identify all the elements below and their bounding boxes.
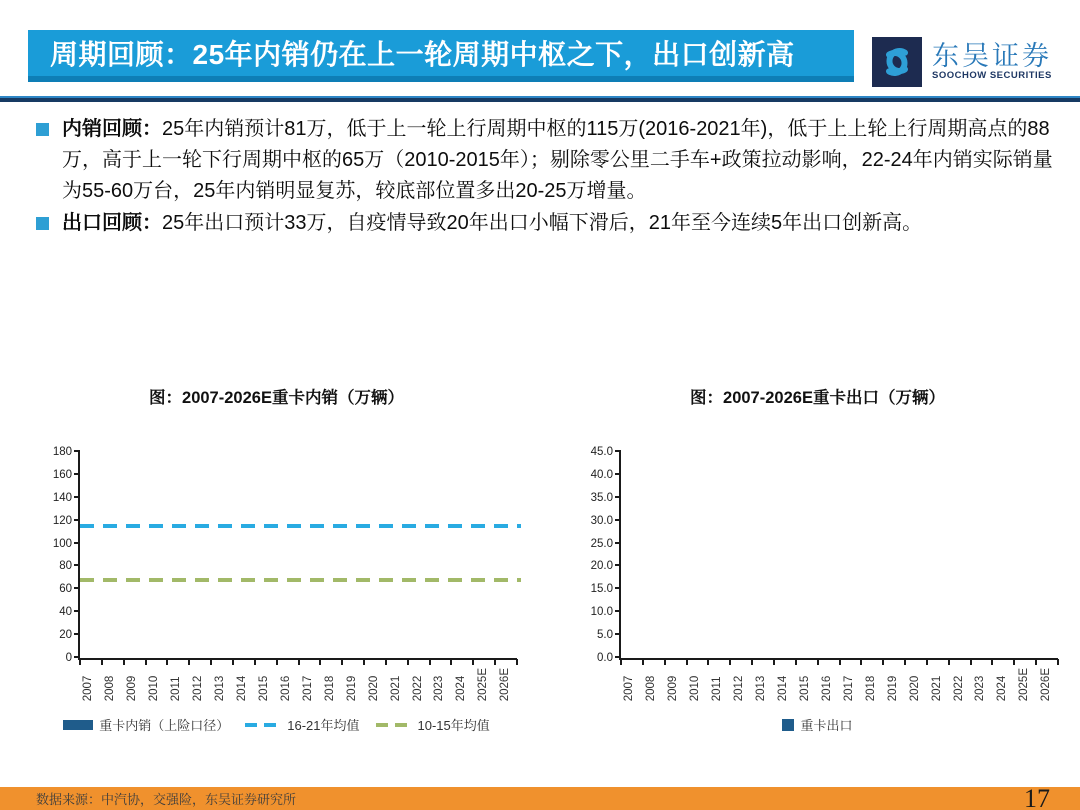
bullet-body: 25年内销预计81万，低于上一轮上行周期中枢的115万(2016-2021年)，低于上上轮上行周期高点的88万，高于上一轮下行周期中枢的65万（2010-2015年）；剔除零公里二手车+政策拉动影响，22-24年内销实际销量为55-60万台，25年内销明显复苏，较底部位置多出20-25万增量。 [62,118,1053,202]
x-axis-tick-label: 2016 [279,675,292,702]
x-axis-tick-label: 2011 [711,676,724,702]
x-axis-tick-label: 2009 [126,675,139,702]
x-axis-tick-mark [494,659,496,665]
data-source: 数据来源：中汽协，交强险，东吴证券研究所 [36,792,297,807]
x-axis-tick-mark [166,659,168,665]
x-axis-tick-label: 2022 [411,675,424,702]
x-axis-tick-label: 2007 [82,675,95,702]
chart-exports [571,384,1064,734]
y-axis-tick-label: 0 [65,652,72,664]
x-axis-tick-mark [407,659,409,665]
x-label-slot [904,668,926,701]
y-axis-tick-label: 10.0 [590,606,613,619]
x-axis-tick-label: 2011 [170,676,183,702]
bullet-square-icon [36,217,49,230]
x-axis-tick-mark [385,659,387,665]
y-axis-tick-label: 80 [59,560,72,573]
legend-label: 10-15年均值 [417,718,490,734]
legend-swatch-icon [63,720,93,730]
x-axis-tick-mark [472,659,474,665]
bullet-domestic-review [36,114,1056,207]
x-label-slot [685,668,707,701]
x-axis-tick-label: 2024 [455,675,468,702]
brand-text [932,42,1052,81]
y-axis-tick-label: 30.0 [590,514,613,527]
x-label-slot [429,668,451,701]
x-axis-tick-mark [904,659,906,665]
y-axis-tick-label: 120 [52,514,72,527]
x-axis-tick-label: 2008 [645,675,658,702]
x-axis-tick-label: 2022 [952,675,965,702]
x-label-slot [341,668,363,701]
x-label-slot [707,668,729,701]
bullet-label: 内销回顾： [62,118,162,140]
x-label-slot [948,668,970,701]
x-label-slot [276,668,298,701]
x-axis-tick-label: 2014 [235,675,248,702]
brand-name-en: SOOCHOW SECURITIES [932,70,1052,82]
x-axis-tick-mark [970,659,972,665]
x-label-slot [495,668,517,701]
x-axis-tick-label: 2018 [864,675,877,702]
chart-domestic-sales [30,384,523,734]
x-axis-tick-label: 2016 [820,675,833,702]
x-axis-tick-mark [450,659,452,665]
bars-container [80,452,517,658]
x-axis-tick-mark [991,659,993,665]
x-axis-tick-label: 2008 [104,675,117,702]
x-axis-tick-mark [926,659,928,665]
x-axis-tick-mark [101,659,103,665]
y-axis-tick-label: 180 [52,446,72,458]
y-axis-tick-label: 0.0 [597,652,613,664]
x-label-slot [385,668,407,701]
y-axis-tick-label: 40.0 [590,468,613,481]
chart-plot-area [52,446,517,664]
x-axis-labels [619,668,1058,701]
x-label-slot [882,668,904,701]
x-axis-tick-label: 2020 [908,675,921,702]
x-axis-tick-label: 2013 [754,675,767,702]
footer-bar [0,783,1080,810]
x-axis-tick-mark [232,659,234,665]
x-axis-tick-label: 2019 [886,675,899,702]
chart-legend [571,715,1064,734]
chart-title: 图：2007-2026E重卡出口（万辆） [690,389,945,407]
x-axis-tick-mark [795,659,797,665]
x-label-slot [166,668,188,701]
y-axis-tick-label: 60 [59,583,72,596]
x-axis-tick-label: 2012 [191,675,204,702]
x-axis-tick-mark [363,659,365,665]
x-axis-tick-mark [210,659,212,665]
x-axis-tick-mark [319,659,321,665]
x-axis-tick-label: 2026E [499,668,512,702]
legend-swatch-icon [782,719,794,731]
x-axis-tick-mark [1057,659,1059,665]
x-axis-tick-label: 2023 [974,675,987,702]
x-label-slot [641,668,663,701]
x-label-slot [795,668,817,701]
brand-name-cn: 东吴证券 [932,41,1052,72]
x-axis-tick-mark [254,659,256,665]
brand-logo [872,37,1052,87]
x-axis-tick-label: 2021 [930,675,943,702]
x-axis-tick-mark [188,659,190,665]
x-axis-tick-label: 2007 [623,675,636,702]
x-axis-tick-label: 2017 [842,675,855,702]
x-axis-tick-mark [341,659,343,665]
y-axis-tick-label: 20.0 [590,560,613,573]
x-axis-tick-label: 2015 [257,675,270,702]
x-axis-tick-label: 2024 [996,675,1009,702]
x-axis-tick-mark [79,659,81,665]
x-axis-tick-label: 2019 [345,675,358,702]
x-axis-tick-mark [839,659,841,665]
header-divider [0,96,1080,102]
x-label-slot [839,668,861,701]
x-axis-tick-label: 2015 [798,675,811,702]
bullet-text [62,114,1056,207]
x-label-slot [817,668,839,701]
x-axis-tick-label: 2017 [301,675,314,702]
x-axis-tick-label: 2026E [1040,668,1053,702]
x-axis-tick-mark [860,659,862,665]
legend-item [376,715,490,734]
x-axis-tick-label: 2010 [148,675,161,702]
y-axis-tick-label: 100 [52,537,72,550]
x-axis-tick-mark [729,659,731,665]
chart-plot-area [590,446,1058,664]
x-label-slot [992,668,1014,701]
x-label-slot [619,668,641,701]
x-label-slot [144,668,166,701]
x-axis-tick-label: 2025E [477,668,490,702]
summary-bullets [36,114,1056,240]
x-axis-tick-label: 2013 [213,675,226,702]
x-label-slot [298,668,320,701]
x-axis-tick-mark [751,659,753,665]
x-axis-tick-mark [276,659,278,665]
soochow-logo-icon [872,37,922,87]
x-label-slot [254,668,276,701]
y-axis-tick-label: 35.0 [590,491,613,504]
x-axis-tick-label: 2021 [389,675,402,702]
y-axis-tick-label: 20 [59,629,72,642]
header-banner [28,30,854,82]
x-axis-tick-label: 2025E [1018,668,1031,702]
x-axis-tick-label: 2020 [367,675,380,702]
y-axis-tick-label: 25.0 [590,537,613,550]
charts-row [30,384,1064,734]
x-axis-tick-mark [686,659,688,665]
x-axis-tick-label: 2014 [776,675,789,702]
legend-label: 重卡出口 [800,718,853,734]
legend-item [63,715,229,734]
x-axis-tick-mark [298,659,300,665]
x-label-slot [232,668,254,701]
x-axis-tick-label: 2010 [689,675,702,702]
legend-label: 16-21年均值 [287,718,360,734]
bullet-export-review [36,208,1056,239]
x-label-slot [1014,668,1036,701]
chart-title: 图：2007-2026E重卡内销（万辆） [149,389,404,407]
x-axis-tick-mark [1013,659,1015,665]
x-label-slot [210,668,232,701]
x-axis-tick-label: 2012 [732,675,745,702]
x-axis-tick-mark [516,659,518,665]
x-label-slot [751,668,773,701]
y-axis-tick-label: 45.0 [590,446,613,458]
y-axis-tick-label: 160 [52,468,72,481]
legend-item [245,715,359,734]
chart-legend [30,715,523,734]
y-axis-tick-label: 5.0 [597,629,613,642]
x-axis-tick-mark [1035,659,1037,665]
y-axis-tick-label: 140 [52,491,72,504]
bullet-text [62,208,922,239]
x-label-slot [188,668,210,701]
y-axis-tick-label: 15.0 [590,583,613,596]
page-number: 17 [1024,783,1050,810]
bullet-label: 出口回顾： [62,212,162,234]
x-label-slot [1036,668,1058,701]
legend-item [782,715,852,734]
legend-label: 重卡内销（上险口径） [99,718,230,734]
x-label-slot [407,668,429,701]
x-label-slot [78,668,100,701]
reference-line [80,524,521,528]
x-axis-tick-label: 2018 [323,675,336,702]
x-label-slot [860,668,882,701]
x-label-slot [319,668,341,701]
x-label-slot [773,668,795,701]
y-axis-tick-label: 40 [59,606,72,619]
x-axis-labels [78,668,517,701]
x-axis-tick-mark [707,659,709,665]
x-axis-tick-mark [817,659,819,665]
x-axis-tick-mark [773,659,775,665]
x-label-slot [122,668,144,701]
legend-dash-icon [245,723,281,727]
reference-line [80,578,521,582]
x-axis-tick-mark [664,659,666,665]
bars-container [621,452,1058,658]
x-label-slot [926,668,948,701]
x-axis-tick-mark [882,659,884,665]
x-label-slot [970,668,992,701]
x-label-slot [100,668,122,701]
legend-dash-icon [376,723,412,727]
page-title: 周期回顾：25年内销仍在上一轮周期中枢之下，出口创新高 [50,39,795,70]
x-label-slot [473,668,495,701]
x-axis-tick-mark [145,659,147,665]
x-label-slot [729,668,751,701]
bullet-body: 25年出口预计33万，自疫情导致20年出口小幅下滑后，21年至今连续5年出口创新高。 [162,212,923,234]
x-axis-tick-mark [123,659,125,665]
x-label-slot [451,668,473,701]
x-axis-tick-mark [642,659,644,665]
x-axis-tick-mark [429,659,431,665]
x-label-slot [363,668,385,701]
x-axis-tick-label: 2009 [667,675,680,702]
x-axis-tick-mark [948,659,950,665]
x-axis-tick-label: 2023 [433,675,446,702]
x-axis-tick-mark [620,659,622,665]
x-label-slot [663,668,685,701]
bullet-square-icon [36,123,49,136]
